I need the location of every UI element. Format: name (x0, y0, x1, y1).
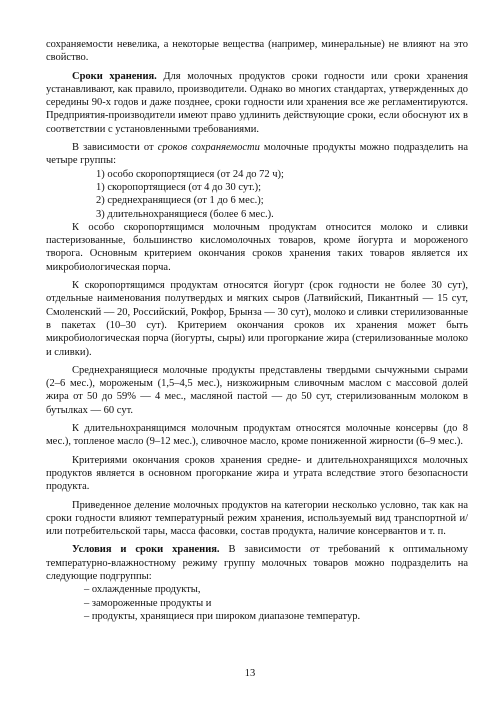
body-text (46, 38, 468, 623)
list-item: – замороженные продукты и (84, 597, 212, 609)
paragraph-criteria: Критериями окончания сроков хранения средне- и длительнохранящихся молочных продуктов является в основном прогоркание жира и утрата вследствие этого безопасности продукта. (46, 454, 468, 493)
page-number: 13 (244, 668, 256, 679)
list-item: 1) скоропортящиеся (от 4 до 30 сут.); (96, 181, 262, 193)
list-item: – охлажденные продукты, (84, 584, 201, 596)
section-heading-shelf-life: Сроки хранения. (72, 70, 157, 82)
paragraph-conditional-division: Приведенное деление молочных продуктов на категории несколько условно, так как на сроки годности влияют температурный режим хранения, используемый вид транспортной и/или потребительской тары, масса фасовки, состав продукта, наличие консервантов и т. п. (46, 499, 468, 538)
paragraph-long-storage: К длительнохранящимся молочным продуктам относятся молочные консервы (до 8 мес.), топленое масло (9–12 мес.), сливочное масло, кроме пониженной жирности (6–9 мес.). (46, 423, 468, 448)
italic-term: сроков сохраняемости (157, 142, 260, 154)
list-item: – продукты, хранящиеся при широком диапазоне температур. (84, 610, 361, 622)
list-item: 1) особо скоропортящиеся (от 24 до 72 ч); (96, 168, 284, 180)
paragraph-perishable: К скоропортящимся продуктам относятся йогурт (срок годности не более 30 сут), отдельные наименования полутвердых и мягких сыров (Латвийский, Пикантный — 15 сут, Смоленский — 20, Российский, Рокфор, Брынза — 30 сут), молоко и сливки стерилизованные в пакетах (10–30 сут). Критерием окончания сроков их хранения может быть микробиологическая порча (йогурты, сыры) или прогоркание жира (стерилизованные молоко и сливки). (46, 280, 468, 358)
list-item: 3) длительнохранящиеся (более 6 мес.). (96, 208, 274, 220)
paragraph-especially-perishable: К особо скоропортящимся молочным продуктам относится молоко и сливки пастеризованные, большинство кисломолочных товаров, кроме йогурта и мороженого творога. Основным критерием окончания сроков хранения таких товаров является их микробиологическая порча. (46, 221, 468, 273)
paragraph-groups-intro: В зависимости от сроков сохраняемости молочные продукты можно подразделить на четыре группы: (46, 142, 468, 167)
paragraph-medium-storage: Среднехранящиеся молочные продукты представлены твердыми сычужными сырами (2–6 мес.), мороженым (1,5–4,5 мес.), низкожирным сливочным маслом с массовой долей жира от 50 до 59% — 4 мес., масляной пастой — до 50 сут, стерилизованным молоком в бутылках — 60 сут. (46, 364, 468, 416)
paragraph-shelf-life: Сроки хранения. Для молочных продуктов сроки годности или сроки хранения устанавливают, как правило, производители. Однако во многих стандартах, утвержденных до середины 90-х годов и даже позднее, сроки годности или хранения все же регламентируются. Предприятия-производители имеют право удлинить действующие сроки, если обоснуют их в соответствии с установленными требованиями. (46, 70, 468, 135)
paragraph-storage-conditions: Условия и сроки хранения. В зависимости от требований к оптимальному температурно-влажностному режиму группу молочных товаров можно подразделить на следующие подгруппы: (46, 544, 468, 582)
list-item: 2) среднехранящиеся (от 1 до 6 мес.); (96, 195, 264, 207)
section-heading-storage-conditions: Условия и сроки хранения. (72, 544, 220, 556)
paragraph-continuation: сохраняемости невелика, а некоторые вещества (например, минеральные) не влияют на это свойство. (46, 39, 468, 64)
